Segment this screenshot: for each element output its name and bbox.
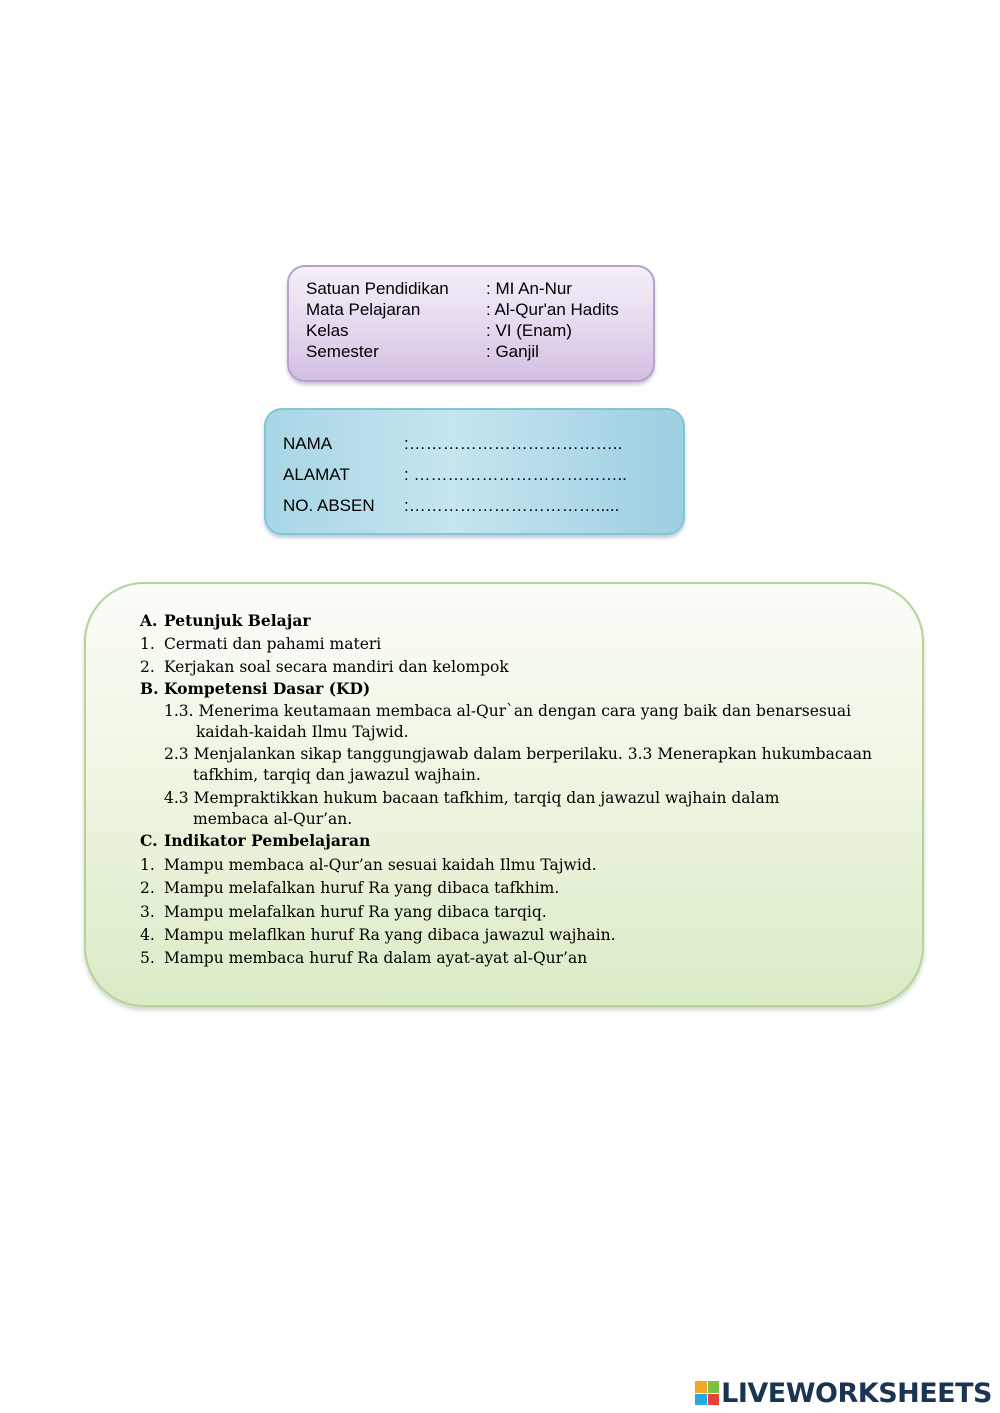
student-blank: :……………………………..... [404,496,620,515]
kd-item-continued: membaca al-Qur’an. [193,810,353,828]
info-row [306,300,619,320]
list-number: 3. [140,903,155,921]
info-row [306,321,572,341]
kd-item: 4.3 Mempraktikkan hukum bacaan tafkhim, tarqiq dan jawazul wajhain dalam [164,789,780,807]
student-blank: : ……………………………….. [404,465,627,484]
logo-square [708,1381,720,1393]
liveworksheets-logo-icon [695,1381,719,1405]
list-item: Mampu melafalkan huruf Ra yang dibaca tarqiq. [164,903,547,921]
kd-item-continued: tafkhim, tarqiq dan jawazul wajhain. [193,766,481,784]
list-number: 2. [140,879,155,897]
student-info-box [264,408,685,535]
liveworksheets-logo[interactable] [695,1376,992,1410]
info-label: Semester [306,342,379,361]
list-item: Mampu melafalkan huruf Ra yang dibaca tafkhim. [164,879,560,897]
info-value: : MI An-Nur [486,279,572,298]
info-row [306,342,539,362]
list-number: 1. [140,856,155,874]
section-a-marker: A. [140,611,158,630]
list-item: Mampu membaca al-Qur’an sesuai kaidah Ilmu Tajwid. [164,856,597,874]
logo-square [695,1394,707,1406]
logo-text: LIVEWORKSHEETS [721,1377,992,1409]
student-label: NAMA [283,434,333,453]
list-number: 2. [140,658,155,676]
school-info-box [287,265,655,382]
list-item: Kerjakan soal secara mandiri dan kelompok [164,658,509,676]
kd-item-continued: kaidah-kaidah Ilmu Tajwid. [196,723,409,741]
info-label: Kelas [306,321,349,340]
info-row [306,279,572,299]
logo-square [708,1394,720,1406]
logo-square [695,1381,707,1393]
list-item: Cermati dan pahami materi [164,635,382,653]
section-b-marker: B. [140,679,159,698]
list-item: Mampu melaflkan huruf Ra yang dibaca jawazul wajhain. [164,926,616,944]
student-blank: :……………………………….. [404,434,623,453]
kd-item: 1.3. Menerima keutamaan membaca al-Qur`an dengan cara yang baik dan benarsesuai [164,702,852,720]
info-label: Mata Pelajaran [306,300,421,319]
section-b-title: Kompetensi Dasar (KD) [164,679,371,698]
list-item: Mampu membaca huruf Ra dalam ayat-ayat al-Qur’an [164,949,588,967]
section-a-title: Petunjuk Belajar [164,611,311,630]
kd-item: 2.3 Menjalankan sikap tanggungjawab dalam berperilaku. 3.3 Menerapkan hukumbacaan [164,745,872,763]
list-number: 4. [140,926,155,944]
student-label: ALAMAT [283,465,350,484]
list-number: 1. [140,635,155,653]
list-number: 5. [140,949,155,967]
info-value: : VI (Enam) [486,321,572,340]
student-row-name [283,434,622,454]
student-row-number [283,496,619,516]
section-c-title: Indikator Pembelajaran [164,831,371,850]
info-label: Satuan Pendidikan [306,279,449,298]
student-label: NO. ABSEN [283,496,375,515]
student-row-address [283,465,627,485]
section-c-marker: C. [140,831,158,850]
info-value: : Al-Qur'an Hadits [486,300,619,319]
info-value: : Ganjil [486,342,539,361]
